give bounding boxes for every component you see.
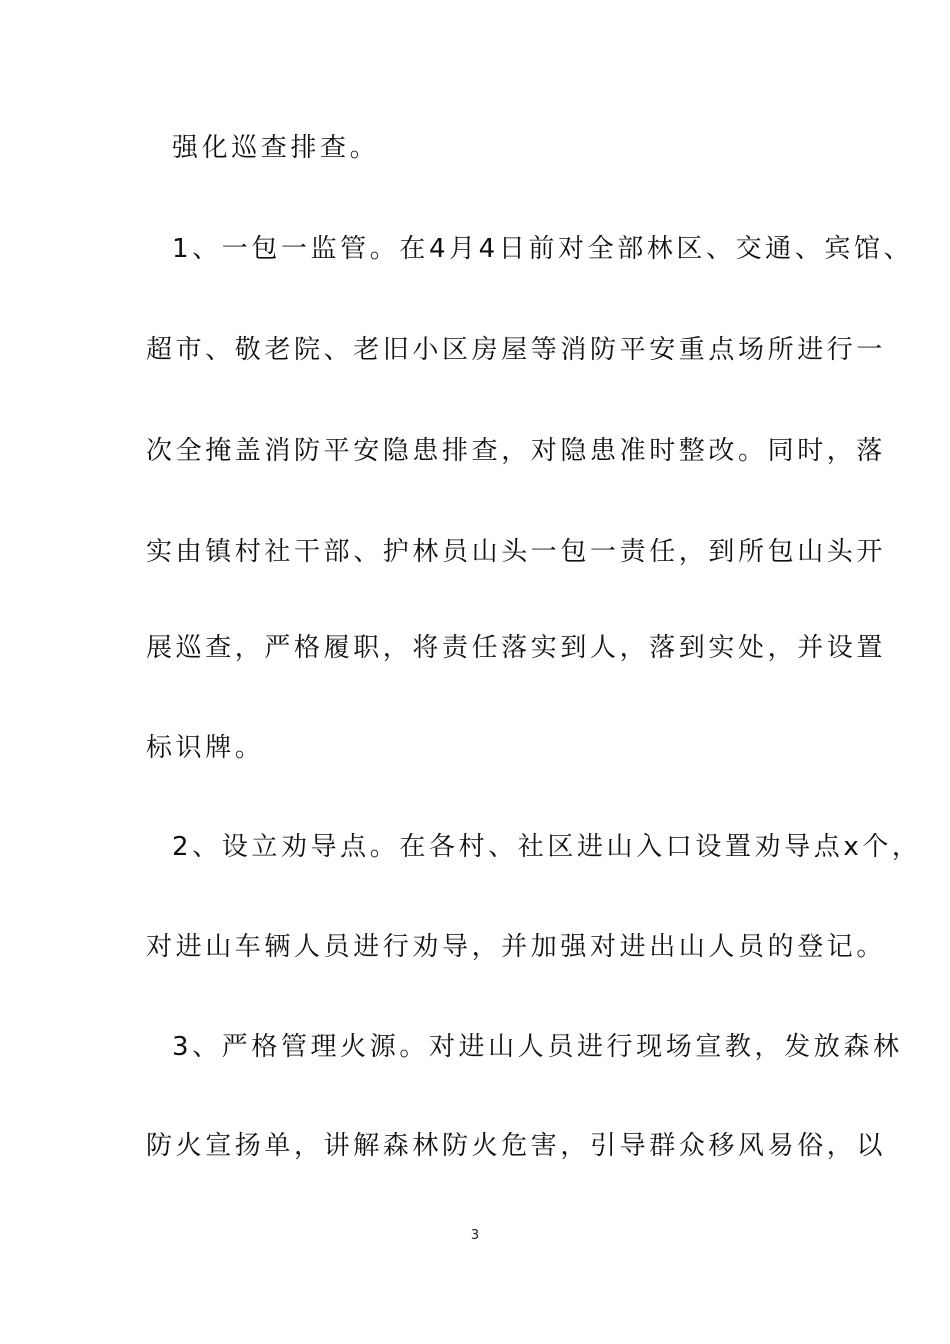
text-line: 标识牌。 (146, 733, 265, 763)
text-line: 超市、敬老院、老旧小区房屋等消防平安重点场所进行一 (146, 335, 887, 365)
text-line: 3、严格管理火源。对进山人员进行现场宣教，发放森林 (172, 1032, 903, 1062)
text-line: 实由镇村社干部、护林员山头一包一责任，到所包山头开 (146, 537, 887, 567)
text-line: 次全掩盖消防平安隐患排查，对隐患准时整改。同时，落 (146, 436, 887, 466)
text-line: 展巡查，严格履职，将责任落实到人，落到实处，并设置 (146, 633, 887, 663)
text-line: 1、一包一监管。在4月4日前对全部林区、交通、宾馆、 (172, 234, 914, 264)
text-line: 强化巡查排查。 (172, 133, 380, 163)
text-line: 2、设立劝导点。在各村、社区进山入口设置劝导点x个， (172, 832, 922, 862)
page-number: 3 (470, 1228, 480, 1243)
text-line: 对进山车辆人员进行劝导，并加强对进出山人员的登记。 (146, 932, 887, 962)
text-line: 防火宣扬单，讲解森林防火危害，引导群众移风易俗，以 (146, 1131, 887, 1161)
